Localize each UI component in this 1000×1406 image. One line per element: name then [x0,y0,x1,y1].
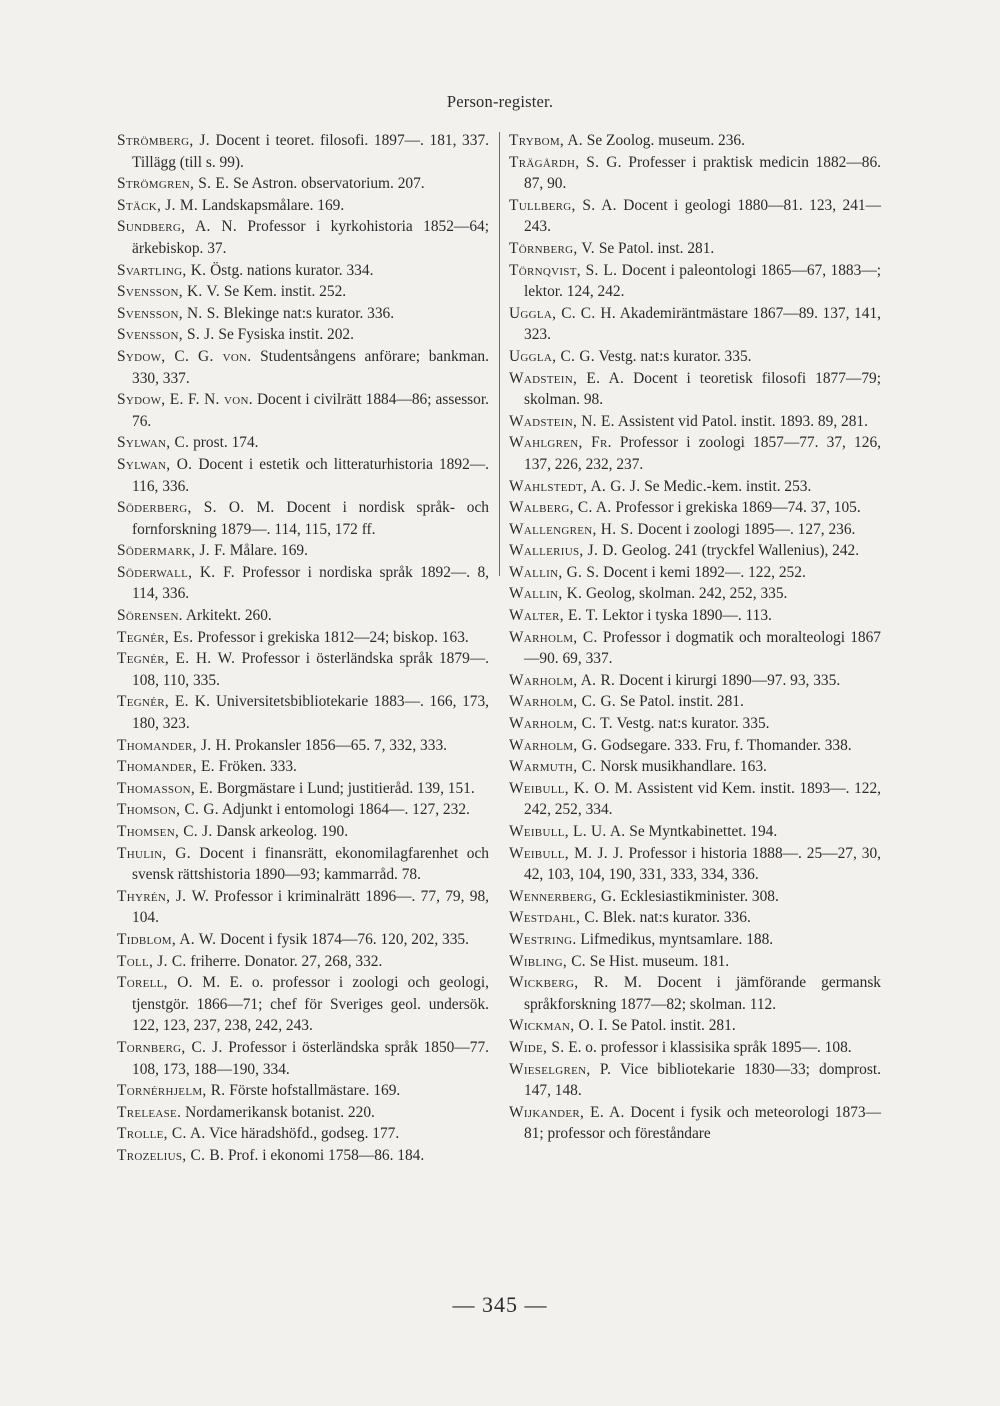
entry-name: Warholm, A. R. [509,671,616,689]
register-entry [509,1059,881,1102]
register-entry [509,605,881,627]
entry-text: Studentsångens anförare; bankman. 330, 337. [132,347,489,387]
entry-name: Thomsen, C. J. [117,823,213,840]
entry-text: Assistent vid Patol. instit. 1893. 89, 281. [614,412,868,430]
register-entry [117,173,489,195]
entry-text: Se Kem. instit. 252. [220,283,347,301]
entry-text: Östg. nations kurator. 334. [206,261,374,279]
entry-text: Docent i jämförande germansk språkforskning 1877—82; skolman. 112. [524,974,882,1013]
entry-name: Sörensen. [117,607,183,625]
register-entry [509,476,881,498]
entry-name: Trolle, C. A. [117,1125,206,1143]
entry-text: Professor i österländska språk 1850—77. 108, 173, 188—190, 334. [132,1038,489,1078]
register-entry [117,929,489,951]
entry-name: Wahlstedt, A. G. J. [509,477,641,495]
register-entry [509,713,881,735]
entry-name: Törnqvist, S. L. [509,261,618,279]
entry-name: Svensson, N. S. [117,304,220,322]
entry-name: Thomander, E. [117,758,215,776]
entry-text: Vestg. nat:s kurator. 335. [612,715,770,733]
entry-text: Borgmästare i Lund; justitieråd. 139, 151. [212,779,475,797]
register-entry [509,368,881,411]
entry-text: Docent i geologi 1880—81. 123, 241—243. [524,196,881,236]
entry-text: Professor i nordiska språk 1892—. 8, 114, 336. [132,563,489,603]
register-entry [509,432,881,475]
register-entry [117,346,489,389]
entry-name: Warholm, C. [509,628,598,646]
entry-text: Se Medic.-kem. instit. 253. [640,477,812,495]
entry-text: Assistent vid Kem. instit. 1893—. 122, 242, 252, 334. [524,779,882,819]
page-number: — 345 — [452,1292,548,1317]
entry-text: Docent i fysik 1874—76. 120, 202, 335. [216,930,469,948]
entry-text: Geolog, skolman. 242, 252, 335. [582,585,788,603]
register-entry [117,432,489,454]
register-entry [117,260,489,282]
entry-text: Professor i grekiska 1869—74. 37, 105. [611,499,861,517]
entry-text: Akademiräntmästare 1867—89. 137, 141, 323. [524,304,881,344]
register-entry [509,411,881,433]
entry-name: Thyrén, J. W. [117,887,210,905]
entry-text: Docent i teoret. filosofi. 1897—. 181, 337. Tillägg (till s. 99). [132,132,489,171]
entry-name: Toll, J. C. [117,952,187,970]
register-entry [117,1037,489,1080]
register-entry [509,497,881,519]
register-entry [509,907,881,929]
entry-text: Arkitekt. 260. [182,607,272,625]
entry-text: Se Fysiska instit. 202. [214,326,354,344]
register-entry [509,346,881,368]
entry-text: Professor i historia 1888—. 25—27, 30, 42, 103, 104, 190, 331, 333, 334, 336. [524,844,881,884]
entry-text: Blekinge nat:s kurator. 336. [219,304,395,322]
entry-text: Adjunkt i entomologi 1864—. 127, 232. [218,801,470,819]
entry-text: Professer i praktisk medicin 1882—86. 87, 90. [524,153,881,193]
entry-text: Prokansler 1856—65. 7, 332, 333. [231,736,447,754]
register-entry [117,886,489,929]
entry-name: Söderwall, K. F. [117,563,235,581]
register-entry [509,929,881,951]
entry-name: Thomson, C. G. [117,801,219,819]
register-entry [117,735,489,757]
register-entry [117,799,489,821]
register-entry [117,281,489,303]
register-entry [117,562,489,605]
entry-text: Se Hist. museum. 181. [585,952,730,970]
entry-text: E. o. professor i klassisika språk 1895—. 108. [564,1038,852,1056]
register-entry [117,324,489,346]
entry-text: Norsk musikhandlare. 163. [596,758,767,776]
entry-text: Professor i kriminalrätt 1896—. 77, 79, 98, 104. [132,887,489,927]
entry-name: Stäck, J. M. [117,196,199,214]
entry-text: Ecklesiastikminister. 308. [616,887,779,905]
register-entry [117,216,489,259]
entry-text: Lektor i tyska 1890—. 113. [598,607,772,625]
register-entry [509,260,881,303]
entry-text: Landskapsmålare. 169. [198,196,345,214]
entry-name: Wickberg, R. M. [509,974,642,992]
entry-name: Strömgren, S. E. [117,175,230,193]
entry-name: Thomasson, E. [117,779,213,797]
entry-name: Thomander, J. H. [117,736,232,754]
entry-name: Tidblom, A. W. [117,930,217,948]
entry-text: Docent i finansrätt, ekonomilagfarenhet och svensk rättshistoria 1890—93; kammarråd. 78. [132,844,489,884]
register-entry [117,778,489,800]
page-title: Person-register. [446,92,554,111]
entry-name: Uggla, C. G. [509,347,595,365]
register-entry [509,583,881,605]
entry-text: prost. 174. [189,434,259,452]
entry-name: Tornberg, C. J. [117,1038,223,1056]
register-entry [509,735,881,757]
entry-text: Godsegare. 333. Fru, f. Thomander. 338. [597,736,852,754]
entry-name: Wallin, G. S. [509,563,600,581]
entry-text: Docent i kirurgi 1890—97. 93, 335. [615,671,841,689]
register-entry [509,843,881,886]
entry-text: Se Patol. instit. 281. [616,693,744,711]
entry-text: Professor i grekiska 1812—24; biskop. 163. [193,628,469,646]
entry-text: Se Patol. inst. 281. [594,239,715,257]
register-entry [509,627,881,670]
entry-text: Se Myntkabinettet. 194. [625,823,778,840]
register-entry [117,691,489,734]
register-entry [117,1145,489,1167]
entry-text: Vice häradshöfd., godseg. 177. [205,1125,400,1143]
register-entry [509,756,881,778]
entry-text: Docent i nordisk språk- och fornforskning 1879—. 114, 115, 172 ff. [132,499,489,538]
entry-name: Strömberg, J. [117,132,210,149]
left-column [117,130,489,1167]
entry-name: Svensson, S. J. [117,326,215,344]
entry-text: Se Patol. instit. 281. [607,1017,736,1035]
entry-name: Weibull, M. J. J. [509,844,624,862]
entry-text: Geolog. 241 (tryckfel Wallenius), 242. [617,542,860,560]
entry-name: Trozelius, C. B. [117,1146,225,1164]
column-divider [499,132,500,576]
entry-name: Warholm, C. G. [509,693,617,711]
register-entry [509,821,881,843]
register-entry [509,152,881,195]
register-entry [117,497,489,540]
entry-text: Docent i kemi 1892—. 122, 252. [599,563,806,581]
entry-text: Fröken. 333. [214,758,297,776]
register-entry [117,756,489,778]
register-entry [509,195,881,238]
entry-text: Docent i zoologi 1895—. 127, 236. [633,520,856,538]
entry-text: Professor i dogmatik och moralteologi 1867—90. 69, 337. [524,628,881,668]
register-entry [117,648,489,691]
entry-name: Westdahl, C. [509,909,600,927]
register-entry [509,519,881,541]
entry-text: Docent i estetik och litteraturhistoria 1892—. 116, 336. [132,455,490,495]
register-entry [509,670,881,692]
entry-text: Universitetsbibliotekarie 1883—. 166, 173, 180, 323. [132,693,490,733]
entry-name: Trelease. [117,1103,182,1121]
register-entry [117,195,489,217]
register-entry [509,691,881,713]
entry-text: Vice bibliotekarie 1830—33; domprost. 147, 148. [524,1060,881,1100]
entry-name: Tegnér, Es. [117,628,194,646]
entry-name: Wallengren, H. S. [509,520,634,538]
register-entry [117,821,489,843]
entry-name: Wijkander, E. A. [509,1103,625,1121]
entry-text: friherre. Donator. 27, 268, 332. [186,952,383,970]
entry-name: Törnberg, V. [509,239,595,257]
register-entry [117,951,489,973]
entry-name: Sylwan, O. [117,455,193,473]
entry-name: Tegnér, E. H. W. [117,650,236,668]
register-entry [117,1080,489,1102]
entry-name: Tornérhjelm, R. [117,1082,226,1100]
register-entry [509,972,881,1015]
register-entry [117,627,489,649]
register-entry [117,303,489,325]
register-entry [509,303,881,346]
register-entry [509,886,881,908]
register-entry [509,1015,881,1037]
entry-text: Vestg. nat:s kurator. 335. [594,347,752,365]
register-entry [117,454,489,497]
entry-name: Södermark, J. F. [117,542,226,560]
entry-name: Tullberg, S. A. [509,196,617,214]
entry-name: Wahlgren, Fr. [509,434,612,452]
register-entry [117,1102,489,1124]
register-entry [509,1037,881,1059]
entry-text: Professor i kyrkohistoria 1852—64; ärkebiskop. 37. [132,218,489,257]
register-entry [509,1102,881,1145]
register-entry [117,972,489,1037]
entry-name: Wadstein, N. E. [509,412,615,430]
entry-name: Warmuth, C. [509,758,597,776]
register-entry [509,951,881,973]
entry-name: Trägårdh, S. G. [509,153,622,171]
entry-text: Docent i fysik och meteorologi 1873—81; professor och föreståndare [524,1103,881,1143]
entry-name: Weibull, K. O. M. [509,779,633,797]
register-entry [509,130,881,152]
entry-name: Sydow, E. F. N. von. [117,391,253,409]
entry-name: Sydow, C. G. von. [117,347,252,365]
entry-name: Svensson, K. V. [117,283,220,301]
entry-text: Lifmedikus, myntsamlare. 188. [576,930,774,948]
entry-text: Nordamerikansk botanist. 220. [181,1103,375,1121]
entry-text: Docent i paleontologi 1865—67, 1883—; lektor. 124, 242. [524,261,881,301]
entry-name: Westring. [509,930,577,948]
entry-name: Wennerberg, G. [509,887,617,905]
entry-name: Wibling, C. [509,952,586,970]
entry-text: E. o. professor i zoologi och geologi, tjenstgör. 1866—71; chef för Sveriges geol. undersök. 122, 123, 237, 238, 242, 243. [132,974,489,1035]
entry-name: Walberg, C. A. [509,499,612,517]
entry-name: Wickman, O. I. [509,1017,608,1035]
register-entry [117,1123,489,1145]
entry-text: Se Astron. observatorium. 207. [229,175,425,193]
register-entry [117,843,489,886]
entry-text: Professor i österländska språk 1879—. 108, 110, 335. [132,650,490,689]
entry-text: Dansk arkeolog. 190. [212,823,349,840]
register-entry [509,562,881,584]
entry-text: Professor i zoologi 1857—77. 37, 126, 137, 226, 232, 237. [524,434,881,473]
entry-name: Sundberg, A. N. [117,218,237,236]
right-column [509,130,881,1145]
entry-text: Docent i civilrätt 1884—86; assessor. 76. [132,391,489,430]
register-entry [509,540,881,562]
entry-text: Docent i teoretisk filosofi 1877—79; skolman. 98. [524,369,881,409]
register-entry [117,389,489,432]
register-entry [117,540,489,562]
entry-name: Warholm, G. [509,736,598,754]
register-entry [117,130,489,173]
entry-text: Målare. 169. [225,542,308,560]
entry-name: Sylwan, C. [117,434,190,452]
entry-name: Weibull, L. U. A. [509,823,626,840]
entry-text: Blek. nat:s kurator. 336. [599,909,751,927]
entry-name: Thulin, G. [117,844,191,862]
entry-text: Prof. i ekonomi 1758—86. 184. [224,1146,425,1164]
register-entry [509,238,881,260]
entry-name: Walter, E. T. [509,607,599,625]
entry-name: Wide, S. [509,1038,565,1056]
entry-text: Förste hofstallmästare. 169. [225,1082,401,1100]
entry-name: Torell, O. M. [117,974,221,992]
entry-name: Tegnér, E. K. [117,693,211,711]
register-entry [509,778,881,821]
entry-name: Trybom, A. [509,132,583,149]
entry-text: Se Zoolog. museum. 236. [582,132,745,149]
entry-name: Wallin, K. [509,585,583,603]
register-entry [117,605,489,627]
entry-name: Uggla, C. C. H. [509,304,616,322]
entry-name: Söderberg, S. O. M. [117,499,275,517]
entry-name: Warholm, C. T. [509,715,613,733]
entry-name: Wallerius, J. D. [509,542,618,560]
entry-name: Wieselgren, P. [509,1060,612,1078]
entry-name: Wadstein, E. A. [509,369,625,387]
entry-name: Svartling, K. [117,261,207,279]
